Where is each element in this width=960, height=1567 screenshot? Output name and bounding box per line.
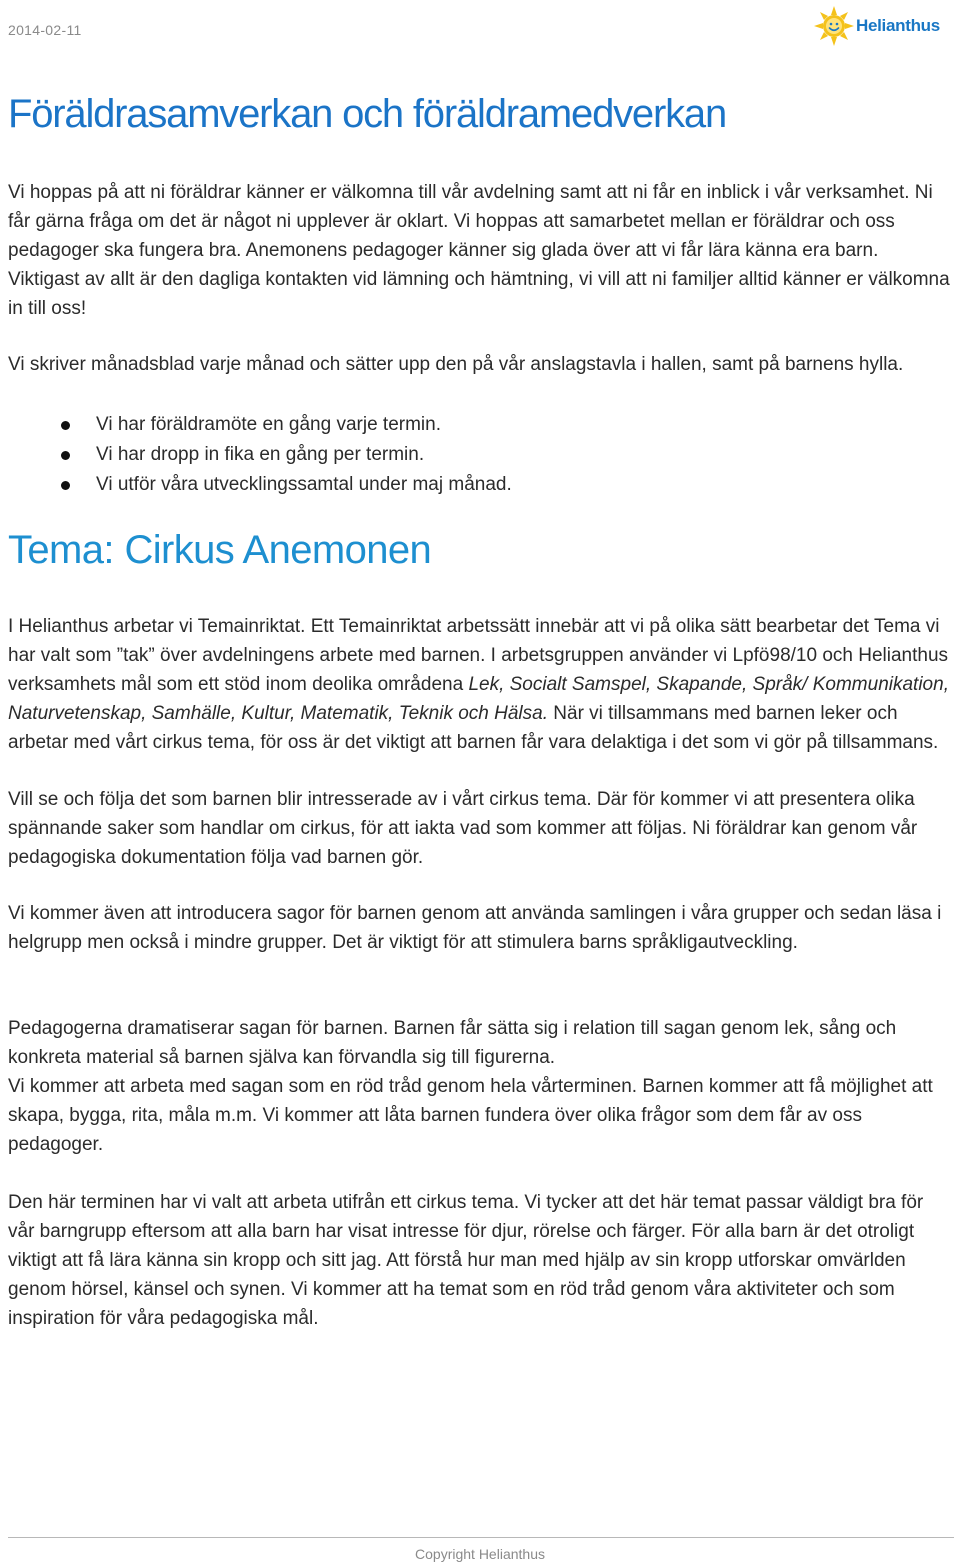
paragraph-stories: Vi kommer även att introducera sagor för barnen genom att använda samlingen i våra grupper och sedan läsa i helgrupp men också i mindre grupper. Det är viktigt för att stimulera barns språkligautveckling. [8,903,942,953]
logo-wordmark: Helianthus [856,16,940,35]
paragraph-circus-theme: Den här terminen har vi valt att arbeta utifrån ett cirkus tema. Vi tycker att det här temat passar väldigt bra för vår barngrupp eftersom att alla barn har visat intresse för djur, rörelse och färger. För alla barn är det otroligt viktigt att få lära känna sin kropp och sitt jag. Att förstå hur man med hjälp av sin kropp utforskar omvärlden genom hörsel, känsel och synen. Vi kommer att ha temat som en röd tråd genom våra aktiviteter och som inspiration för våra pedagogiska mål. [8,1192,924,1329]
paragraph-follow-interests: Vill se och följa det som barnen blir intresserade av i vårt cirkus tema. Där för kommer vi att presentera olika spännande saker som handlar om cirkus, för att iakta vad som kommer att följas. Ni föräldrar kan genom vår pedagogiska dokumentation följa vad barnen gör. [8,789,918,868]
section-title-parental-cooperation: Föräldrasamverkan och föräldramedverkan [8,92,726,136]
focus-areas: Lek, Socialt Samspel, Skapande, Språk/ Kommunikation, Naturvetenskap, Samhälle, Kultur, Matematik, Teknik och Hälsa. [8,674,949,724]
meeting-list [8,410,512,500]
list-item: Vi har föräldramöte en gång varje termin. [8,410,512,440]
section-title-theme: Tema: Cirkus Anemonen [8,528,432,572]
sun-icon [812,4,856,48]
footer-divider [8,1537,954,1538]
paragraph-monthly-newsletter: Vi skriver månadsblad varje månad och sätter upp den på vår anslagstavla i hallen, samt på barnens hylla. [8,354,904,375]
document-date: 2014-02-11 [8,22,82,38]
paragraph-theme-intro: I Helianthus arbetar vi Temainriktat. Ett Temainriktat arbetssätt innebär att vi på olika sätt bearbetar det Tema vi har valt som ”tak” över avdelningens arbete med barnen. I arbetsgruppen använder vi Lpfö98/10 och Helianthus verksamhets mål som ett stöd inom deolika områdena Lek, Socialt Samspel, Skapande, Språk/ Kommunikation, Naturvetenskap, Samhälle, Kultur, Matematik, Teknik och Hälsa. När vi tillsammans med barnen leker och arbetar med vårt cirkus tema, för oss är det viktigt att barnen får vara delaktiga i det som vi gör på tillsammans. [8,616,949,753]
paragraph-red-thread: Vi kommer att arbeta med sagan som en röd tråd genom hela vårterminen. Barnen kommer att få möjlighet att skapa, bygga, rita, måla m.m. Vi kommer att låta barnen fundera över olika frågor som dem får av oss pedagoger. [8,1076,933,1155]
bullet-icon [61,421,70,430]
bullet-icon [61,451,70,460]
list-item: Vi utför våra utvecklingssamtal under maj månad. [8,470,512,500]
paragraph-dramatization: Pedagogerna dramatiserar sagan för barnen. Barnen får sätta sig i relation till sagan genom lek, sång och konkreta material så barnen själva kan förvandla sig till figurerna. [8,1018,897,1068]
paragraph-welcome: Vi hoppas på att ni föräldrar känner er välkomna till vår avdelning samt att ni får en inblick i vår verksamhet. Ni får gärna fråga om det är något ni upplever är oklart. Vi hoppas att samarbetet mellan er föräldrar och oss pedagoger ska fungera bra. Anemonens pedagoger känner sig glada över att vi får lära känna era barn. Viktigast av allt är den dagliga kontakten vid lämning och hämtning, vi vill att ni familjer alltid känner er välkomna in till oss! [8,182,950,319]
bullet-icon [61,481,70,490]
footer-copyright: Copyright Helianthus [415,1546,545,1562]
list-item: Vi har dropp in fika en gång per termin. [8,440,512,470]
helianthus-logo [812,4,958,48]
